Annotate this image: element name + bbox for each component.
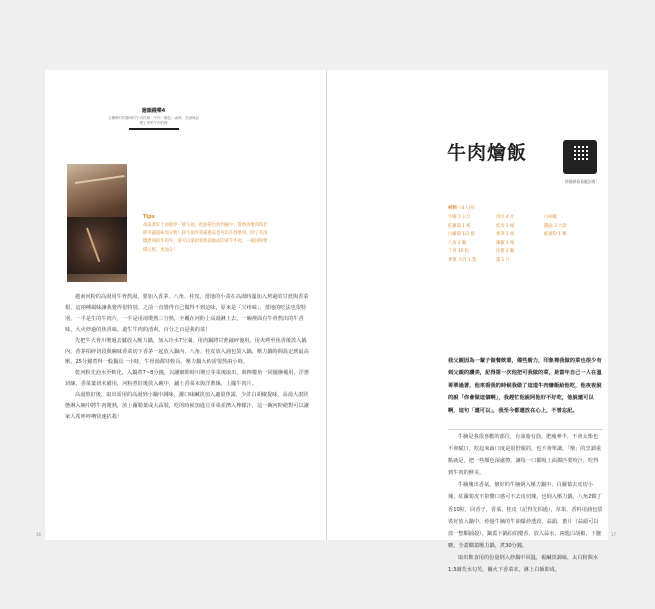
divider	[448, 429, 603, 430]
ingredient-item: 洋蔥 2 顆	[496, 249, 515, 254]
qr-code-icon	[572, 144, 588, 160]
qr-code-badge[interactable]	[563, 140, 597, 174]
ingredient-item: 牛腩 1 公斤	[448, 215, 471, 220]
chopsticks-shape	[75, 175, 125, 184]
right-page	[327, 70, 608, 574]
ingredient-item: 丁香 10 粒	[448, 249, 470, 254]
lead-paragraph: 我父親因為一輩子做餐飲業，備些廚力，印象裡我做的菜也很少有到父親的讚美，記得第一次他把可我做的菜，是當年自己一人在溫哥華過著，他來看我的時候我做了這道牛肉燴飯給他吃，他夜夜說的說「你會做這個啊」，我趕忙他說阿他好不好吃，他說還可以啊，這句「還可以」，我至今都還放在心上，不曾忘記。	[448, 358, 602, 414]
ingredients-block	[448, 205, 603, 264]
left-paragraph: 乾河粉先泡水至軟化，入鍋煮7~8分鐘，以濾網問時川燙豆芽菜後取出，與檸檬角一同擺盤備用，洋蔥切絲，香菜葉切末備用，河粉煮好後放入碗中，鋪上香菜末與洋蔥絲，上擺牛肉片。	[65, 370, 310, 388]
cooking-photo	[67, 217, 127, 274]
ingredient-item: 醬油 3 大匙	[544, 223, 567, 229]
right-paragraph: 牛腩塊出香氣，燴好的牛腩倒入壓力鍋中，白蘿蔔去皮切小塊，紅蘿蔔皮不影響口感可不去皮切塊，也倒入壓力鍋，八角2顆丁香10粒，回香子，香菜、桂皮（記得先拍過），草果，香料用滷包袋裝好放入鍋中，炒過牛腩的牛油爆炒透段，蒜頭，蔥片（蒜頭可以放一整顆捕殺），鍋蓋下鍋拍拍攪香，放入蒜水，兩匙白胡椒，下鹽糖，全蓋燜蓋壓力鍋，煮30分鐘。	[448, 482, 603, 549]
ingredient-item	[544, 248, 592, 255]
ingredients-heading	[448, 205, 603, 211]
ingredient-item: 白蘿蔔 1/2 根	[448, 232, 475, 237]
tips-text: 高湯煮好上面會浮一層牛油，把油撈出放到碗中，當炒清燉肉時若即可讓滋味加分喔！除牛油外常備蔥蒜也可以在炒菜用。除了有清燉煮熟的牛肉外，還可以拿剁骨熬湯做成的拿手牛肉，一碗河粉要價元呢，更加分！	[143, 223, 268, 253]
right-body-text	[448, 431, 603, 576]
right-paragraph: 牛腩是我很喜歡的部位，有油脂有筋，肥瘦參半，不會太柴也不會膩口，吃起來齒口度是很舒服的，也不會單調。「燴」的烹調重點就是，把一些顏色深處擦，讓每一口都吸上面都匹要咬汁，吃得到牛肉的鮮美。	[448, 434, 602, 477]
ingredient-item: 紅蘿蔔 1 根	[448, 223, 471, 229]
section-tag-subtitle: 五種鄉村的鹽味的牛肉料理・牛肉・麵包・滷味、烹調與品嚐上等的牛肉料理	[108, 116, 199, 125]
section-tag-rule	[129, 128, 179, 130]
left-paragraph: 先把牛大骨川燙過去膩放入壓力鍋，加入冷水7分滿，用肉鍋將甘蔗敲碎後用，用火烤至焦香後放入鍋內，香茅拍碎切段與碗味香菜切下香茅一起放入鍋內，八角、桂皮放入滷包袋入鍋，壓力鍋時間設定到最高壓，25分鐘煮得一般鍋具一小時，牛骨湯都待較長，壓力鍋大約需要熬兩小時。	[65, 337, 309, 366]
left-page	[45, 70, 326, 540]
ingredient-item: 辣椒 1 根	[496, 240, 515, 246]
tips-label: Tips	[143, 214, 155, 220]
qr-note: 掃描掃看看做法喔！	[564, 179, 600, 184]
tips-box	[143, 214, 268, 255]
ingredient-item: 薑 1 片	[496, 257, 511, 263]
chopsticks-shape	[86, 228, 100, 263]
ingredients-label: 材料	[448, 206, 457, 211]
ingredient-item: 蛇球粉 1 顆	[544, 232, 567, 237]
ingredient-item: 香菜 少許 1 隻	[448, 257, 477, 263]
ingredient-item: 桂皮 1 根	[496, 223, 515, 229]
ingredient-item: 八角 2 顆	[448, 240, 467, 246]
section-tag	[107, 107, 200, 130]
section-tag-title: 滬韻錢樂4	[141, 108, 166, 114]
left-body-text	[65, 292, 309, 423]
ingredient-item: 白胡椒	[544, 215, 557, 220]
ingredients-serving: （4人份）	[457, 206, 478, 211]
right-page-number: 17	[611, 532, 617, 537]
ingredient-item: 西洋 4 片	[496, 215, 515, 220]
ingredient-item: 香茅 1 根	[496, 232, 515, 237]
left-paragraph: 越南河粉的高湯用牛骨熬湯，要加入香茅、八角、桂皮、當地的小苗在高湯時溫加入烤過的甘蔗與香菜根，這兩種風味讓我覺得很特別。之前一直覺得自己做得不到這味，原來是「欠疼味」，當地的吃法也很特別，一半是生的牛肉片，一半是用湯燙熟三分熟，全覆在河粉上高湯淋上去，一碗裡面有牛骨熬出的牛香味、大火炒過的焦香味，還生牛肉的清爽，百分之百是我的菜！	[65, 294, 309, 333]
recipe-title: 牛肉燴飯	[447, 142, 528, 164]
ingredient-item	[544, 257, 592, 264]
ingredient-item	[544, 240, 592, 247]
ingredients-list	[448, 214, 603, 264]
left-page-number: 16	[36, 532, 42, 537]
left-paragraph: 高湯熬好後，取出需用的高湯到小鍋中調味，濾口味鹹淡加入適量魚露，少許白胡椒提味，高湯大滾狀態淋入碗中將牛肉燙熟，放上蘿勒葉或大蒜裝，吃的時候加進豆芽菜並擠入檸檬汁，這一碗河粉絕對可以讓家人希呼呼嚕快速扒殺！	[65, 392, 309, 420]
right-paragraph: 取出飲食用的份量倒入炒鍋中回溫，視鹹淡調味，太白粉與水1:3調芡水勾芡，關火下香菜末，淋上白飯即成。	[448, 554, 599, 574]
